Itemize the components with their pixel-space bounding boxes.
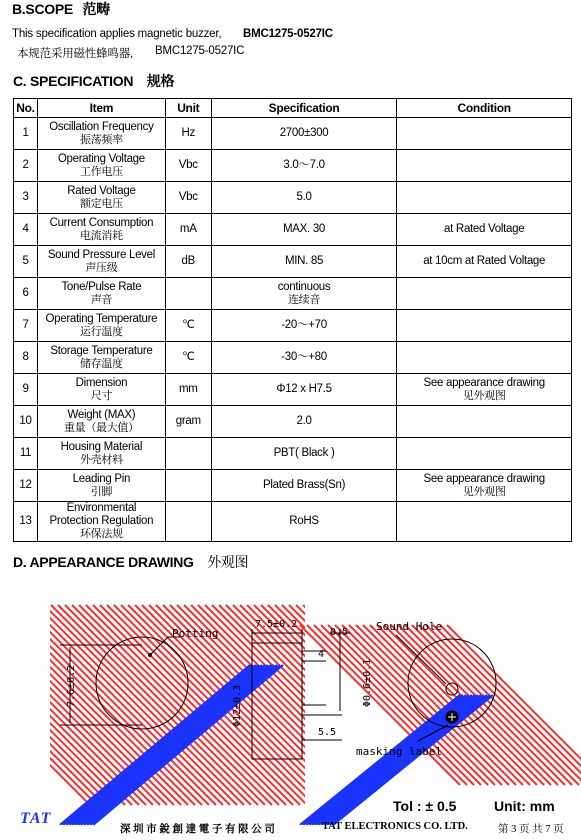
cell-spec-text: Plated Brass(Sn) [262,479,346,491]
sound-hole-label: Sound Hole [376,620,443,633]
cell-item-text: Sound Pressure Level [47,248,155,261]
cell-no-text: 6 [22,287,29,299]
cell-item-text: Weight (MAX) [67,408,136,421]
dim-4-label: 4 [318,649,325,660]
blue-stripe [87,665,277,825]
potting-label: Potting [172,627,219,640]
scope-line-2: 本规范采用磁性蜂鸣器, [17,48,133,60]
cell-unit-text: ℃ [181,319,195,331]
spec-table-header [14,99,572,118]
cell-condition [397,310,572,342]
cell-item-text-cn: 电流消耗 [79,229,123,242]
cell-condition [397,118,572,150]
cell-spec-text: MIN. 85 [284,255,324,267]
spec-row [14,502,572,542]
spec-row [14,406,572,438]
appearance-heading [13,552,248,572]
cell-item-text: Rated Voltage [67,184,136,197]
cell-item [37,246,165,278]
tolerance-label: Tol : ± 0.5 [393,798,457,814]
red-stripe [0,605,97,805]
cell-item [37,374,165,406]
cell-item-text: Dimension [75,376,128,389]
company-name-cn: 深 圳 市 銳 創 達 電 子 有 限 公 司 [120,824,275,835]
cell-spec [211,246,397,278]
cell-spec [211,470,397,502]
cell-unit [165,502,211,542]
cell-condition-text: See appearance drawing [423,472,545,485]
cell-unit [165,278,211,310]
scope-line-1 [12,28,221,40]
cell-spec-text: PBT( Black ) [273,447,335,459]
cell-item-text-cn: 声音 [90,293,113,306]
cell-spec-text: -20～+70 [281,319,327,331]
page-indicator: 第 3 页 共 7 页 [498,824,564,835]
cell-no-text: 3 [22,191,29,203]
cell-condition [397,470,572,502]
cell-no-text: 13 [19,515,32,527]
spec-row [14,310,572,342]
unit-label: Unit: mm [494,798,555,814]
cell-condition [397,214,572,246]
masking-label-text: masking label [356,745,443,758]
dim-phi06-label: Φ0.6±0.1 [362,658,373,707]
cell-no [14,438,38,470]
cell-spec-text: 5.0 [296,191,312,203]
cell-spec [211,438,397,470]
dim-7-6-label: 7.6±0.2 [66,664,77,707]
cell-unit [165,150,211,182]
scope-line1-model: BMC1275-0527IC [243,28,333,40]
cell-no-text: 2 [22,159,29,171]
cell-unit-text: Hz [181,127,195,139]
cell-item-text-cn: 尺寸 [90,389,113,402]
cell-spec-text: MAX. 30 [283,223,326,235]
spec-heading-label: C. SPECIFICATION [13,73,134,89]
spec-row [14,214,572,246]
cell-no [14,182,38,214]
spec-table [13,98,572,542]
appearance-heading-label: D. APPEARANCE DRAWING [13,554,194,570]
cell-spec [211,118,397,150]
cell-spec [211,502,397,542]
cell-spec [211,374,397,406]
cell-no-text: 12 [19,479,32,491]
spec-row [14,278,572,310]
dim-7-5-label: 7.5±0.2 [255,619,298,630]
cell-unit [165,118,211,150]
cell-no-text: 9 [22,383,29,395]
cell-no [14,406,38,438]
col-header-no: No. [14,99,38,118]
spec-row [14,246,572,278]
cell-condition-text: at Rated Voltage [444,223,525,235]
cell-no [14,310,38,342]
cell-item [37,342,165,374]
company-name-en: TAT ELECTRONICS CO. LTD. [322,821,468,832]
cell-item [37,502,165,542]
cell-item-text: Operating Temperature [45,312,158,325]
cell-item [37,150,165,182]
cell-condition [397,150,572,182]
cell-item-text-cn: 运行温度 [79,325,123,338]
cell-unit [165,374,211,406]
cell-spec [211,310,397,342]
cell-item-text: Current Consumption [49,216,154,229]
cell-unit [165,214,211,246]
blue-stripe [63,665,253,825]
appearance-heading-cn: 外观图 [207,554,249,570]
cell-item [37,406,165,438]
cell-no-text: 1 [22,127,29,139]
cell-spec-text: 2.0 [296,415,312,427]
cell-unit-text: gram [175,415,201,427]
scope-heading-cn: 范畴 [82,1,110,17]
cell-spec [211,150,397,182]
cell-spec-text: RoHS [289,515,319,527]
cell-item [37,278,165,310]
cell-unit [165,470,211,502]
cell-condition [397,342,572,374]
footer [0,810,581,840]
cell-spec-text: Φ12 x H7.5 [276,383,332,395]
cell-unit [165,438,211,470]
cell-no [14,374,38,406]
spec-row [14,374,572,406]
cell-no-text: 5 [22,255,29,267]
cell-item-text-cn: 储存温度 [79,357,123,370]
cell-item [37,182,165,214]
cell-spec-text: -30～+80 [281,351,327,363]
company-logo: TAT [20,810,52,827]
cell-unit [165,310,211,342]
cell-condition [397,246,572,278]
cell-item [37,470,165,502]
dim-phi12-label: Φ12±0.3 [232,684,243,727]
cell-spec-text: 3.0～7.0 [283,159,325,171]
spec-row [14,150,572,182]
blue-stripe [66,665,256,825]
red-stripe-band-right [300,625,581,785]
cell-no [14,246,38,278]
cell-no [14,278,38,310]
cell-spec [211,406,397,438]
cell-item-text-cn: 振荡频率 [79,133,123,146]
cell-unit [165,406,211,438]
dim-5-5-label: 5.5 [318,727,337,738]
cell-item-text-cn: 声压级 [85,261,118,274]
cell-unit [165,342,211,374]
scope-heading [12,0,110,19]
cell-spec [211,278,397,310]
cell-no-text: 7 [22,319,29,331]
cell-spec-text: 2700±300 [279,127,329,139]
col-header-condition: Condition [397,99,572,118]
cell-condition-text-cn: 见外观图 [462,389,506,402]
cell-item-text: Storage Temperature [50,344,153,357]
cell-item [37,438,165,470]
cell-spec-text: continuous [277,280,331,293]
cell-no-text: 8 [22,351,29,363]
cell-condition-text: at 10cm at Rated Voltage [423,255,546,267]
cell-no [14,470,38,502]
spec-row [14,470,572,502]
cell-unit-text: mm [178,383,198,395]
cell-unit-text: ℃ [181,351,195,363]
cell-item-text: Housing Material [60,440,143,453]
cell-no [14,502,38,542]
spec-row [14,438,572,470]
cell-item-text-cn: 重量（最大值） [63,421,139,434]
cell-unit [165,182,211,214]
cell-unit-text: dB [181,255,195,267]
blue-stripe [84,665,274,825]
cell-unit-text: Vbc [178,191,198,203]
cell-condition [397,406,572,438]
cell-condition-text-cn: 见外观图 [462,485,506,498]
cell-unit-text: Vbc [178,159,198,171]
scope-heading-label: B.SCOPE [12,1,73,17]
cell-item-text: Leading Pin [72,472,131,485]
cell-no-text: 10 [19,415,32,427]
cell-item-text: Tone/Pulse Rate [61,280,142,293]
cell-item-text-cn: 工作电压 [79,165,123,178]
col-header-unit: Unit [165,99,211,118]
cell-item-text-cn: 引脚 [90,485,113,498]
spec-heading [13,71,174,91]
cell-no [14,118,38,150]
cell-item-text: Oscillation Frequency [49,120,154,133]
cell-condition-text: See appearance drawing [423,376,545,389]
cell-no [14,214,38,246]
cell-no [14,150,38,182]
cell-condition [397,438,572,470]
cell-no [14,342,38,374]
cell-item-text-cn: 额定电压 [79,197,123,210]
cell-no-text: 4 [22,223,29,235]
scope-line2-model: BMC1275-0527IC [155,45,245,57]
cell-item-text-cn: 环保法规 [79,528,123,540]
cell-spec [211,214,397,246]
cell-no-text: 11 [19,447,32,459]
spec-heading-cn: 规格 [146,73,175,89]
cell-spec [211,342,397,374]
cell-item [37,310,165,342]
cell-item [37,118,165,150]
col-header-item: Item [37,99,165,118]
cell-unit-text: mA [179,223,197,235]
spec-row [14,342,572,374]
scope-line1-text: This specification applies magnetic buzzer, [12,28,222,40]
dim-0-5-label: 0.5 [330,627,349,638]
cell-spec [211,182,397,214]
cell-item-text: Environmental Protection Regulation [49,502,154,527]
cell-item-text-cn: 外壳材料 [79,453,123,466]
cell-condition [397,278,572,310]
col-header-specification: Specification [211,99,397,118]
cell-condition [397,374,572,406]
red-stripe [0,605,125,805]
cell-unit [165,246,211,278]
cell-spec-text-cn: 连续音 [287,293,321,306]
cell-item [37,214,165,246]
cell-condition [397,502,572,542]
appearance-drawing [0,585,581,825]
cell-item-text: Operating Voltage [57,152,145,165]
cell-condition [397,182,572,214]
spec-row [14,118,572,150]
spec-row [14,182,572,214]
